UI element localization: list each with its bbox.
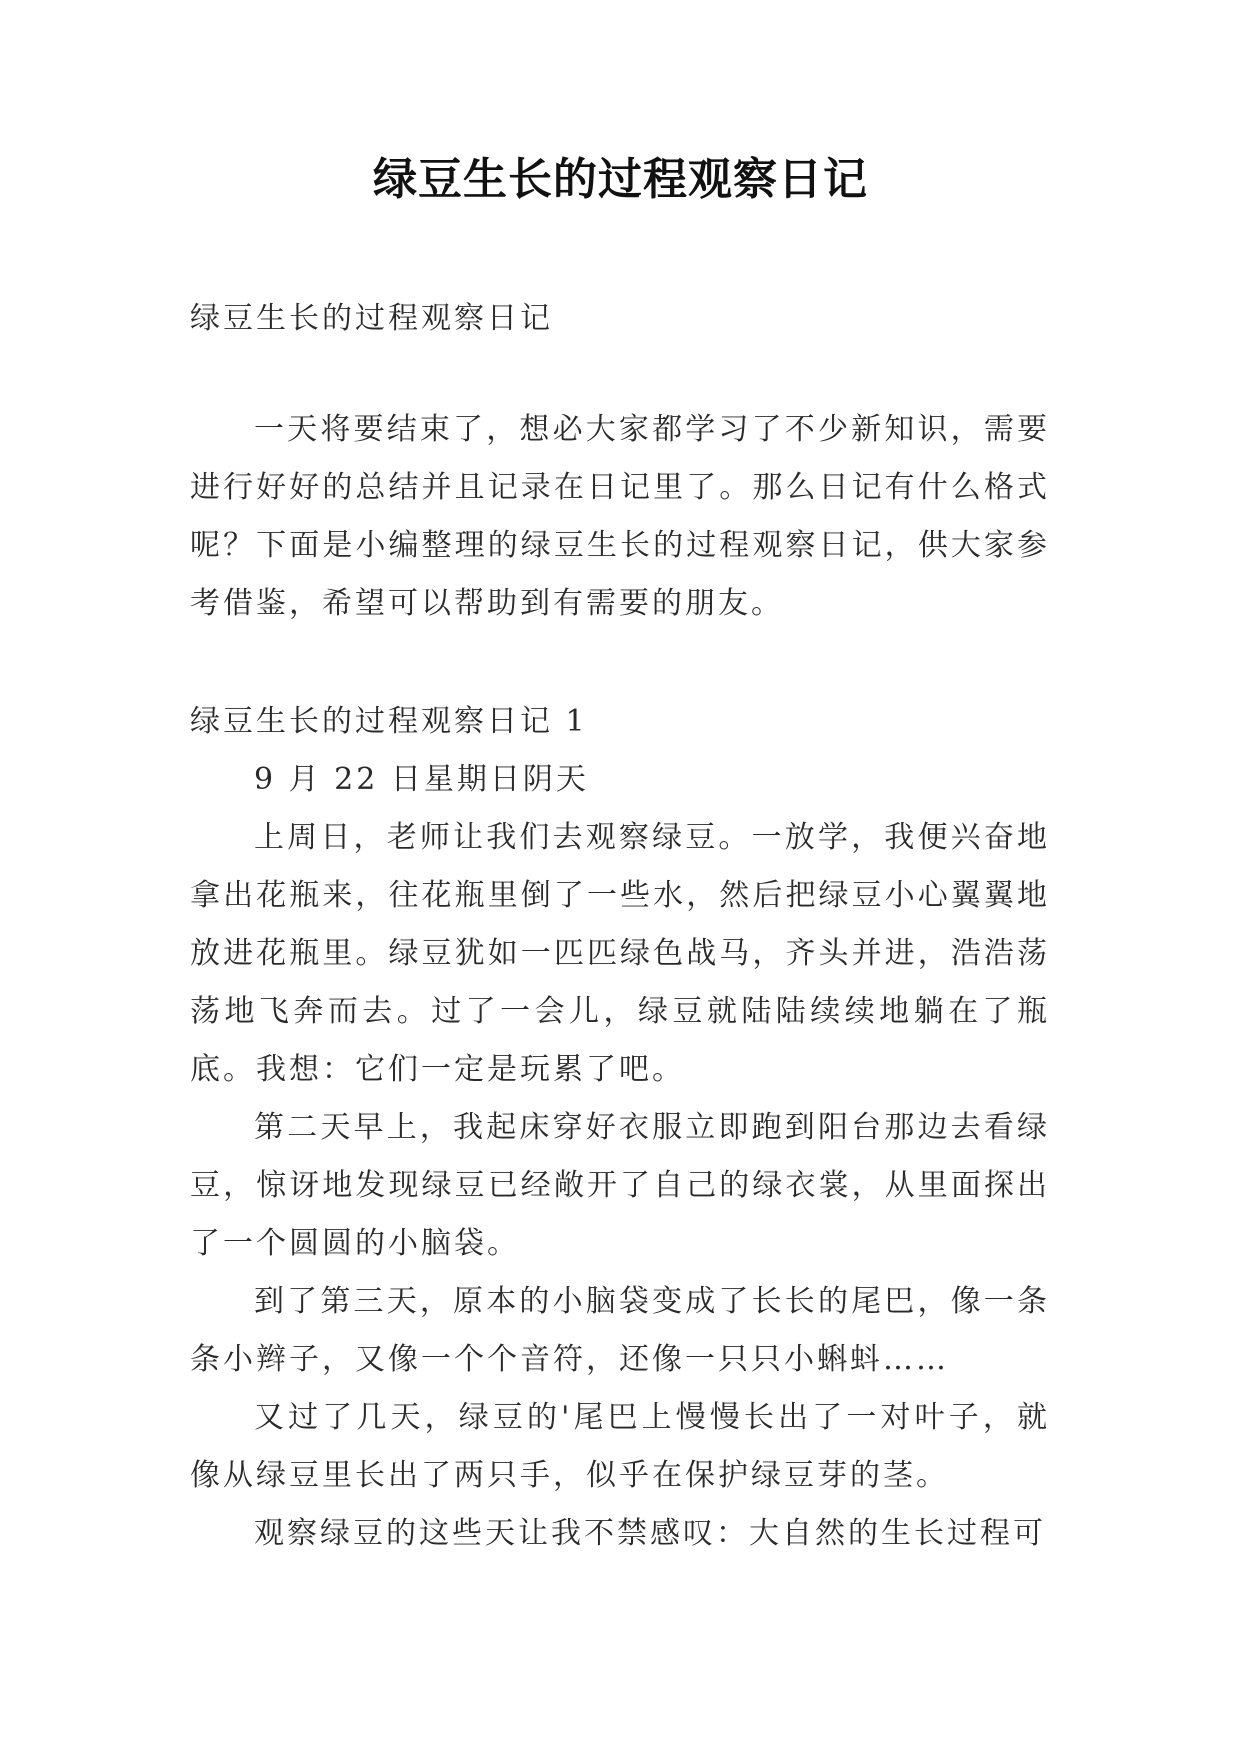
intro-paragraph: 一天将要结束了，想必大家都学习了不少新知识，需要进行好好的总结并且记录在日记里了。那么日记有什么格式呢？下面是小编整理的绿豆生长的过程观察日记，供大家参考借鉴，希望可以帮助到有需要的朋友。	[190, 412, 1050, 621]
body-paragraph: 又过了几天，绿豆的'尾巴上慢慢长出了一对叶子，就像从绿豆里长出了两只手，似乎在保护绿豆芽的茎。	[190, 1400, 1050, 1493]
document-title: 绿豆生长的过程观察日记	[373, 154, 868, 205]
body-paragraph: 上周日，老师让我们去观察绿豆。一放学，我便兴奋地拿出花瓶来，往花瓶里倒了一些水，然后把绿豆小心翼翼地放进花瓶里。绿豆犹如一匹匹绿色战马，齐头并进，浩浩荡荡地飞奔而去。过了一会儿，绿豆就陆陆续续地躺在了瓶底。我想：它们一定是玩累了吧。	[190, 820, 1050, 1087]
body-paragraph: 第二天早上，我起床穿好衣服立即跑到阳台那边去看绿豆，惊讶地发现绿豆已经敞开了自己的绿衣裳，从里面探出了一个圆圆的小脑袋。	[190, 1110, 1050, 1261]
body-paragraph: 观察绿豆的这些天让我不禁感叹：大自然的生长过程可	[254, 1516, 1046, 1551]
document-subtitle: 绿豆生长的过程观察日记	[190, 301, 553, 336]
body-paragraph: 到了第三天，原本的小脑袋变成了长长的尾巴，像一条条小辫子，又像一个个音符，还像一只只小蝌蚪……	[190, 1284, 1050, 1377]
section-heading: 绿豆生长的过程观察日记 1	[190, 704, 588, 739]
date-line: 9 月 22 日星期日阴天	[254, 762, 589, 797]
